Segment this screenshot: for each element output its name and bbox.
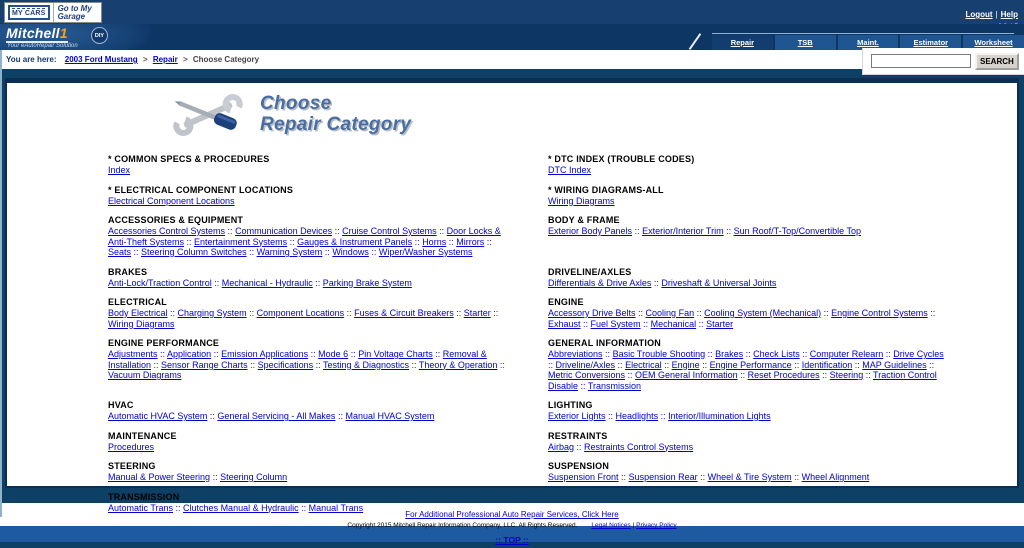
link-separator: :: xyxy=(484,236,492,247)
link-separator: :: xyxy=(409,359,419,370)
category-section xyxy=(548,492,948,514)
category-link[interactable]: Metric Conversions xyxy=(548,370,626,380)
category-link[interactable]: Manual HVAC System xyxy=(345,411,435,421)
tab-slash-decoration xyxy=(689,33,702,50)
category-link[interactable]: Engine xyxy=(671,359,700,370)
category-section xyxy=(108,400,508,422)
link-separator: :: xyxy=(308,349,319,359)
link-separator: :: xyxy=(335,411,346,421)
category-link[interactable]: Driveshaft & Universal Joints xyxy=(661,277,777,288)
category-link[interactable]: Testing & Diagnostics xyxy=(322,359,410,370)
category-link[interactable]: Mechanical xyxy=(650,318,697,329)
category-links xyxy=(548,165,948,176)
breadcrumb-separator: > xyxy=(182,55,188,64)
category-section xyxy=(548,431,948,453)
category-links xyxy=(548,349,948,391)
category-heading: RESTRAINTS xyxy=(548,430,608,441)
mitchell1-logo[interactable] xyxy=(0,24,150,50)
link-separator: :: xyxy=(287,236,298,247)
help-link[interactable]: Help xyxy=(1000,10,1018,19)
link-separator: :: xyxy=(926,359,935,370)
link-separator: :: xyxy=(453,308,464,318)
link-separator: :: xyxy=(737,370,748,380)
category-link[interactable]: Steering xyxy=(829,370,864,380)
category-link[interactable]: Automatic Trans xyxy=(108,502,174,513)
category-link[interactable]: Gauges & Instrument Panels xyxy=(297,236,413,247)
category-section xyxy=(548,400,948,422)
link-separator: :: xyxy=(927,308,936,318)
category-links xyxy=(548,226,948,237)
link-separator: :: xyxy=(412,236,423,247)
category-section xyxy=(108,431,508,453)
link-separator: :: xyxy=(490,308,499,318)
link-separator: :: xyxy=(436,226,447,236)
category-heading: LIGHTING xyxy=(548,400,593,410)
category-links xyxy=(548,411,948,422)
tab-worksheet[interactable]: Worksheet xyxy=(963,35,1024,50)
category-link[interactable]: OEM General Information xyxy=(635,370,738,380)
category-section xyxy=(548,338,948,391)
link-separator: :: xyxy=(705,349,716,359)
repair-tools-icon xyxy=(170,91,246,139)
brand-nav-bar xyxy=(0,24,1024,50)
link-separator: :: xyxy=(167,308,178,318)
category-section xyxy=(548,215,948,258)
logout-link[interactable]: Logout xyxy=(965,10,993,19)
category-links xyxy=(108,472,508,483)
category-links xyxy=(548,308,948,329)
link-separator: :: xyxy=(211,277,222,288)
category-link[interactable]: Brakes xyxy=(715,349,744,359)
category-heading: ACCESSORIES & EQUIPMENT xyxy=(108,215,244,225)
category-link[interactable]: Electrical Component Locations xyxy=(108,195,235,206)
category-link[interactable]: Electrical xyxy=(625,359,662,370)
category-link[interactable]: Mirrors xyxy=(456,236,485,247)
category-link[interactable]: Charging System xyxy=(177,308,247,318)
category-heading: DRIVELINE/AXLES xyxy=(548,266,632,277)
category-heading: GENERAL INFORMATION xyxy=(548,338,661,348)
category-link[interactable]: Transmission xyxy=(587,380,642,391)
tab-maint[interactable]: Maint. xyxy=(838,35,899,50)
links-divider: | xyxy=(995,10,998,19)
category-link[interactable]: Manual Trans xyxy=(308,502,364,513)
link-separator: :: xyxy=(151,359,162,370)
link-separator: :: xyxy=(618,472,629,482)
link-separator: :: xyxy=(615,359,626,370)
category-link[interactable]: Suspension Rear xyxy=(628,472,698,482)
link-separator: :: xyxy=(743,349,754,359)
category-link[interactable]: Reset Procedures xyxy=(747,370,820,380)
category-link[interactable]: Cooling System (Mechanical) xyxy=(704,308,822,318)
category-link[interactable]: Anti-Lock/Traction Control xyxy=(108,277,212,288)
tab-tsb[interactable]: TSB xyxy=(775,35,836,50)
garage-button-label: Go to My Garage xyxy=(53,3,101,22)
category-link[interactable]: Basic Trouble Shooting xyxy=(612,349,706,359)
category-link[interactable]: Starter xyxy=(463,308,491,318)
category-link[interactable]: Component Locations xyxy=(256,308,345,318)
category-link[interactable]: Vacuum Diagrams xyxy=(108,370,182,380)
category-links xyxy=(108,165,508,176)
link-separator: :: xyxy=(157,349,168,359)
category-link[interactable]: Door Locks & Anti-Theft Systems xyxy=(108,226,501,247)
link-separator: :: xyxy=(640,318,651,329)
category-links xyxy=(108,349,508,381)
category-link[interactable]: Warning System xyxy=(256,247,323,257)
category-link[interactable]: Wiring Diagrams xyxy=(108,318,175,329)
link-separator: :: xyxy=(819,370,830,380)
category-link[interactable]: Specifications xyxy=(257,359,314,370)
category-link[interactable]: Body Electrical xyxy=(108,308,168,318)
logo-one-accent: 1 xyxy=(59,25,68,41)
page-title-line2: Repair Category xyxy=(260,114,412,135)
category-section xyxy=(108,267,508,289)
category-link[interactable]: Mechanical - Hydraulic xyxy=(221,277,313,288)
link-separator: :: xyxy=(446,236,457,247)
category-heading: TRANSMISSION xyxy=(108,491,180,502)
link-separator: :: xyxy=(184,236,195,247)
page-title-line1: Choose xyxy=(260,93,332,114)
category-heading: * ELECTRICAL COMPONENT LOCATIONS xyxy=(108,184,294,195)
link-separator: :: xyxy=(332,226,343,236)
category-link[interactable]: Wiring Diagrams xyxy=(548,195,615,206)
category-link[interactable]: Cruise Control Systems xyxy=(342,226,437,236)
category-link[interactable]: Check Lists xyxy=(753,349,800,359)
link-separator: :: xyxy=(210,472,221,482)
category-links xyxy=(108,226,508,258)
category-link[interactable]: Starter xyxy=(706,318,734,329)
category-link[interactable]: Exterior Body Panels xyxy=(548,226,633,236)
category-grid xyxy=(108,154,1017,522)
link-separator: :: xyxy=(173,502,184,513)
my-cars-label: MY CARS xyxy=(12,10,46,17)
category-links xyxy=(108,503,508,514)
breadcrumb-current: Choose Category xyxy=(192,55,260,64)
category-link[interactable]: Driveline/Axles xyxy=(555,359,616,370)
category-link[interactable]: Engine Performance xyxy=(709,359,792,370)
category-link[interactable]: Adjustments xyxy=(108,349,158,359)
category-heading: STEERING xyxy=(108,461,156,471)
link-separator: :: xyxy=(697,472,708,482)
category-link[interactable]: MAP Guidelines xyxy=(862,359,927,370)
left-edge-stripe xyxy=(0,50,2,517)
copyright-text: Copyright 2015 Mitchell Repair Information Company, LLC. All Rights Reserved. xyxy=(347,522,578,529)
category-link[interactable]: Wheel Alignment xyxy=(801,472,870,482)
breadcrumb-prefix: You are here: xyxy=(6,55,57,64)
category-link[interactable]: Headlights xyxy=(615,411,659,421)
category-link[interactable]: Abbreviations xyxy=(548,349,603,359)
category-section xyxy=(108,185,508,207)
category-section xyxy=(548,267,948,289)
category-link[interactable]: Removal & Installation xyxy=(108,349,487,370)
category-link[interactable]: Interior/Illumination Lights xyxy=(668,411,771,421)
link-separator: :: xyxy=(852,359,863,370)
category-heading: * WIRING DIAGRAMS-ALL xyxy=(548,184,664,195)
category-link[interactable]: Procedures xyxy=(108,441,155,452)
category-heading: HVAC xyxy=(108,400,134,410)
link-separator: :: xyxy=(699,359,710,370)
link-separator: :: xyxy=(883,349,894,359)
category-link[interactable]: Airbag xyxy=(548,441,575,452)
category-section xyxy=(108,338,508,391)
diy-badge: DIY xyxy=(91,27,108,44)
category-link[interactable]: Restraints Control Systems xyxy=(584,441,694,452)
category-links xyxy=(108,278,508,289)
my-cars-plate-icon xyxy=(8,5,50,20)
category-link[interactable]: Computer Relearn xyxy=(809,349,884,359)
link-separator: :: xyxy=(131,247,142,257)
category-link[interactable]: General Servicing - All Makes xyxy=(217,411,336,421)
category-links xyxy=(108,411,508,422)
category-link[interactable]: Emission Applications xyxy=(221,349,309,359)
category-link[interactable]: Traction Control Disable xyxy=(548,370,937,391)
category-link[interactable]: Index xyxy=(108,165,131,175)
category-link[interactable]: Engine Control Systems xyxy=(831,308,928,318)
category-link[interactable]: Differentials & Drive Axles xyxy=(548,277,652,288)
category-link[interactable]: Fuel System xyxy=(590,318,641,329)
link-separator: :: xyxy=(799,349,810,359)
professional-services-link[interactable]: For Additional Professional Auto Repair Services, Click Here xyxy=(405,510,619,519)
link-separator: :: xyxy=(605,411,616,421)
category-link[interactable]: DTC Index xyxy=(548,165,592,175)
top-link[interactable]: :: TOP :: xyxy=(495,534,529,545)
mitchell1-logo-text: Mitchell1 xyxy=(6,25,68,41)
link-separator: :: xyxy=(368,247,379,257)
category-links xyxy=(548,442,948,453)
link-separator: :: xyxy=(602,349,613,359)
link-separator: :: xyxy=(651,277,662,288)
link-separator: :: xyxy=(863,370,874,380)
category-links xyxy=(108,196,508,207)
link-separator: :: xyxy=(635,308,646,318)
link-separator: :: xyxy=(312,277,323,288)
category-section xyxy=(548,154,948,176)
legal-notices-link[interactable]: Legal Notices xyxy=(591,522,631,529)
category-heading: SUSPENSION xyxy=(548,461,610,471)
link-separator: :: xyxy=(344,308,355,318)
link-separator: :: xyxy=(548,359,556,370)
category-link[interactable]: Steering Column xyxy=(220,472,288,482)
breadcrumb-vehicle-link[interactable]: 2003 Ford Mustang xyxy=(64,55,138,64)
category-link[interactable]: Seats xyxy=(108,247,132,257)
category-heading: ENGINE PERFORMANCE xyxy=(108,338,220,348)
category-section xyxy=(548,185,948,207)
category-heading: MAINTENANCE xyxy=(108,430,177,441)
category-links xyxy=(548,472,948,483)
link-separator: :: xyxy=(574,441,585,452)
category-link[interactable]: Communication Devices xyxy=(235,226,333,236)
category-link[interactable]: Identification xyxy=(801,359,853,370)
search-button[interactable]: SEARCH xyxy=(975,53,1019,70)
category-link[interactable]: Application xyxy=(167,349,212,359)
page-background xyxy=(0,78,1024,513)
category-links xyxy=(108,308,508,329)
link-separator: :: xyxy=(821,308,832,318)
category-link[interactable]: Sensor Range Charts xyxy=(161,359,248,370)
category-section xyxy=(108,492,508,514)
category-section xyxy=(548,461,948,483)
category-link[interactable]: Theory & Operation xyxy=(418,359,498,370)
category-link[interactable]: Exterior Lights xyxy=(548,411,606,421)
link-separator: :: xyxy=(694,308,705,318)
link-separator: :: xyxy=(723,226,734,236)
category-heading: * DTC INDEX (TROUBLE CODES) xyxy=(548,154,695,164)
page-title xyxy=(260,93,411,135)
breadcrumb-repair-link[interactable]: Repair xyxy=(152,55,178,64)
category-link[interactable]: Windows xyxy=(332,247,369,257)
category-heading: ELECTRICAL xyxy=(108,297,167,307)
category-link[interactable]: Automatic HVAC System xyxy=(108,411,208,421)
link-separator: :: xyxy=(246,247,257,257)
category-link[interactable]: Accessory Drive Belts xyxy=(548,308,636,318)
category-link[interactable]: Suspension Front xyxy=(548,472,619,482)
link-separator: :: xyxy=(661,359,672,370)
privacy-policy-link[interactable]: Privacy Policy xyxy=(636,522,677,529)
category-link[interactable]: Pin Voltage Charts xyxy=(358,349,433,359)
category-link[interactable]: Steering Column Switches xyxy=(141,247,247,257)
category-heading: ENGINE xyxy=(548,297,584,307)
go-to-my-garage-button[interactable] xyxy=(4,2,102,23)
category-section xyxy=(108,461,508,483)
category-heading: * COMMON SPECS & PROCEDURES xyxy=(108,154,270,164)
category-link[interactable]: Drive Cycles xyxy=(893,349,944,359)
link-separator: :: xyxy=(497,359,505,370)
brand-tagline: Your eAutoRepair Solution xyxy=(7,43,78,49)
category-link[interactable]: Cooling Fan xyxy=(645,308,695,318)
category-link[interactable]: Accessories Control Systems xyxy=(108,226,226,236)
link-separator: :: xyxy=(625,370,636,380)
category-heading: BODY & FRAME xyxy=(548,215,620,225)
link-separator: :: xyxy=(313,359,323,370)
category-section xyxy=(108,154,508,176)
category-section xyxy=(108,297,508,329)
category-link[interactable]: Horns xyxy=(422,236,447,247)
tab-repair[interactable]: Repair xyxy=(712,35,773,50)
category-heading: BRAKES xyxy=(108,266,148,277)
link-separator: :: xyxy=(225,226,236,236)
footer-links-divider: | xyxy=(632,522,635,529)
breadcrumb-separator: > xyxy=(142,55,148,64)
category-section xyxy=(108,215,508,258)
tab-estimator[interactable]: Estimator xyxy=(900,35,961,50)
category-link[interactable]: Clutches Manual & Hydraulic xyxy=(183,502,299,513)
link-separator: :: xyxy=(432,349,443,359)
category-link[interactable]: Parking Brake System xyxy=(322,277,412,288)
link-separator: :: xyxy=(791,472,802,482)
search-input[interactable] xyxy=(871,54,971,68)
category-link[interactable]: Sun Roof/T-Top/Convertible Top xyxy=(733,226,861,236)
link-separator: :: xyxy=(580,318,591,329)
search-panel xyxy=(862,48,1024,75)
link-separator: :: xyxy=(632,226,643,236)
link-separator: :: xyxy=(298,502,309,513)
link-separator: :: xyxy=(658,411,669,421)
link-separator: :: xyxy=(696,318,707,329)
page-header xyxy=(170,91,1017,139)
category-link[interactable]: Wiper/Washer Systems xyxy=(378,247,473,257)
link-separator: :: xyxy=(211,349,222,359)
top-utility-bar xyxy=(0,0,1024,24)
link-separator: :: xyxy=(322,247,333,257)
category-link[interactable]: Exhaust xyxy=(548,318,581,329)
link-separator: :: xyxy=(791,359,802,370)
category-link[interactable]: Manual & Power Steering xyxy=(108,472,211,482)
category-link[interactable]: Fuses & Circuit Breakers xyxy=(354,308,454,318)
category-links xyxy=(548,196,948,207)
category-links xyxy=(108,442,508,453)
category-link[interactable]: Wheel & Tire System xyxy=(707,472,792,482)
link-separator: :: xyxy=(247,359,258,370)
link-separator: :: xyxy=(578,380,588,391)
category-links xyxy=(548,278,948,289)
link-separator: :: xyxy=(207,411,218,421)
category-link[interactable]: Exterior/Interior Trim xyxy=(642,226,724,236)
category-link[interactable]: Entertainment Systems xyxy=(194,236,288,247)
link-separator: :: xyxy=(348,349,359,359)
link-separator: :: xyxy=(246,308,257,318)
content-box xyxy=(5,78,1019,513)
category-section xyxy=(548,297,948,329)
category-link[interactable]: Mode 6 xyxy=(318,349,349,359)
